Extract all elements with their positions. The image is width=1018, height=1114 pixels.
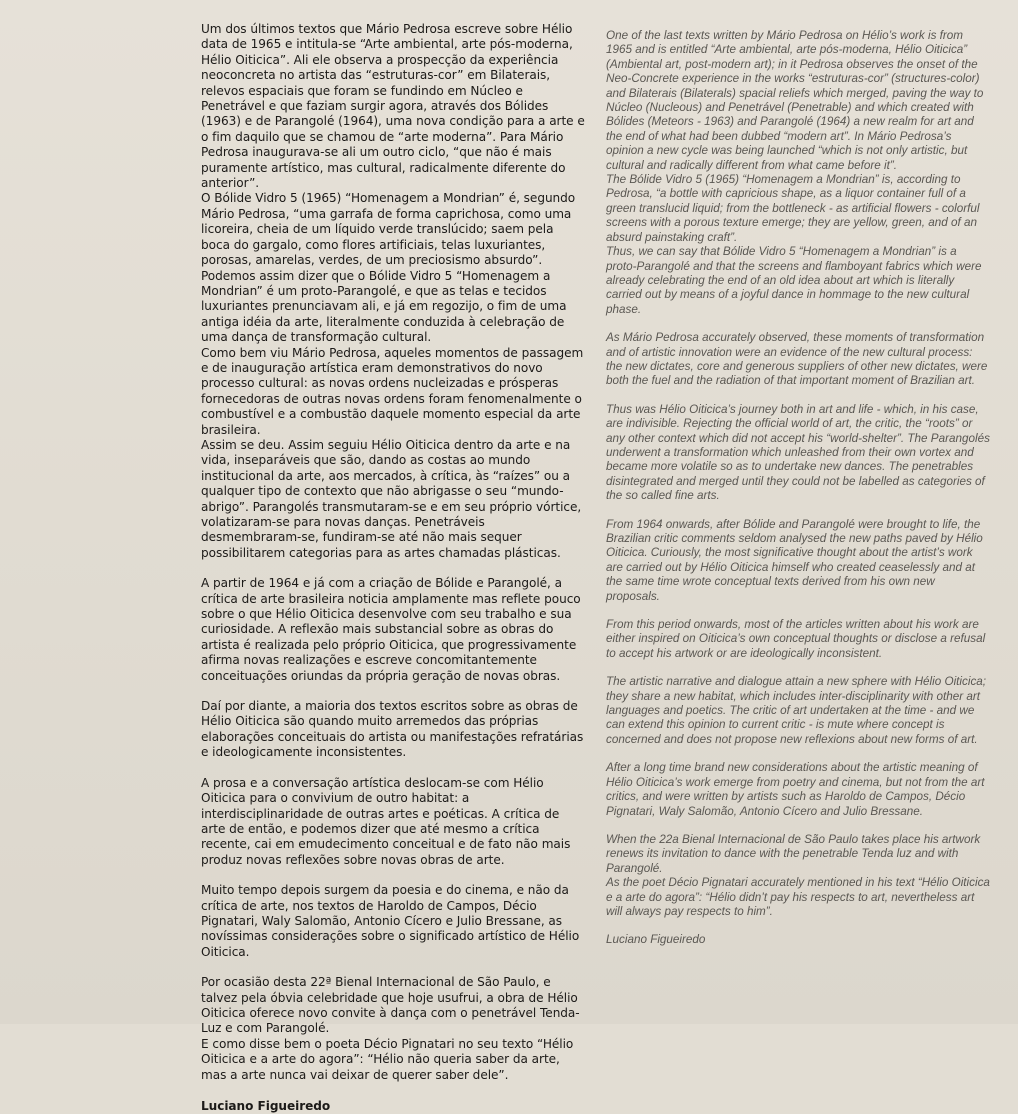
paragraph: Muito tempo depois surgem da poesia e do cinema, e não da crítica de arte, nos textos de Haroldo de Campos, Décio Pignatari, Waly Salomão, Antonio Cícero e Julio Bressane, as novíssimas considerações sobre o significado artístico de Hélio Oiticica. — [201, 883, 580, 959]
english-column — [606, 29, 990, 948]
paragraph: After a long time brand new considerations about the artistic meaning of Hélio Oiticica’s work emerge from poetry and cinema, but not from the art critics, and were written by artists such as Haroldo de Campos, Décio Pignatari, Waly Salomão, Antonio Cícero and Julio Bressane. — [606, 761, 985, 818]
paragraph: Daí por diante, a maioria dos textos escritos sobre as obras de Hélio Oiticica são quando muito arremedos das próprias elaborações conceituais do artista ou manifestações refratárias e ideologicamente inconsistentes. — [201, 699, 584, 760]
paragraph-gap — [201, 684, 586, 699]
paragraph: Como bem viu Mário Pedrosa, aqueles momentos de passagem e de inauguração artística eram demonstrativos do novo processo cultural: as novas ordens nucleizadas e prósperas fornecedoras de outras novas ordens foram fenomenalmente o combustível e a combustão daquele momento especial da arte brasileira. — [201, 345, 584, 437]
paragraph: Thus was Hélio Oiticica’s journey both in art and life - which, in his case, are indivisible. Rejecting the official world of art, the critic, the “roots” or any other context which did not accept his “world-shelter”. The Parangolés underwent a transformation which unleashed from their own vortex and became more volatile so as to undertake new dances. The penetrables disintegrated and merged until they could not be labelled as categories of the so called fine arts. — [606, 402, 990, 503]
paragraph: As the poet Décio Pignatari accurately mentioned in his text “Hélio Oiticica e a arte do agora”: “Hélio didn’t pay his respects to art, nevertheless art will always pay respects to him”. — [606, 876, 990, 918]
paragraph: A prosa e a conversação artística deslocam-se com Hélio Oiticica para o convivium de outro habitat: a interdisciplinaridade de outras artes e poéticas. A crítica de arte de então, e podemos dizer que até mesmo a crítica recente, cai em emudecimento conceitual e de fato não mais produz novas reflexões sobre novas obras de arte. — [201, 775, 571, 867]
paragraph-gap — [606, 661, 990, 675]
paragraph-gap — [606, 389, 990, 403]
paragraph: When the 22a Bienal Internacional de São Paulo takes place his artwork renews its invitation to dance with the penetrable Tenda luz and with Parangolé. — [606, 832, 981, 875]
paragraph: O Bólide Vidro 5 (1965) “Homenagem a Mondrian” é, segundo Mário Pedrosa, “uma garrafa de forma caprichosa, como uma licoreira, cheia de um líquido verde translúcido; saem pela boca do gargalo, como flores artificiais, telas luxuriantes, porosas, amarelas, verdes, de um preciosismo absurdo”. — [201, 191, 576, 268]
paragraph-gap — [606, 604, 990, 618]
paragraph: As Mário Pedrosa accurately observed, these moments of transformation and of artistic innovation were an evidence of the new cultural process: the new dictates, core and generous suppliers of other new dictates, were both the fuel and the radiation of that important moment of Brazilian art. — [606, 331, 988, 388]
author-signature: Luciano Figueiredo — [201, 1099, 331, 1113]
paragraph-gap — [606, 504, 990, 518]
paragraph-gap — [201, 761, 586, 776]
portuguese-column — [201, 22, 586, 1114]
paragraph: One of the last texts written by Mário Pedrosa on Hélio’s work is from 1965 and is entitled “Arte ambiental, arte pós-moderna, Hélio Oiticica” (Ambiental art, post-modern art); in it Pedrosa observes the onset of the Neo-Concrete experience in the works “estruturas-cor” (structures-color) and Bilaterais (Bilaterals) spacial reliefs which merged, paving the way to Núcleo (Nucleous) and Penetrável (Penetrable) and which created with Bólides (Meteors - 1963) and Parangolé (1964) a new realm for art and the end of what had been dubbed “modern art”. In Mário Pedrosa’s opinion a new cycle was being launched “which is not only artistic, but cultural and radically different from what came before it”. — [606, 29, 984, 172]
paragraph: Assim se deu. Assim seguiu Hélio Oiticica dentro da arte e na vida, inseparáveis que são, dando as costas ao mundo institucional da arte, aos mercados, à crítica, às “raízes” ou a qualquer tipo de contexto que não abrigasse o seu “mundo-abrigo”. Parangolés transmutaram-se e em seu próprio vórtice, volatizaram-se para novas danças. Penetráveis desmembraram-se, fundiram-se até não mais sequer possibilitarem categorias para as artes chamadas plásticas. — [201, 437, 582, 560]
paragraph-gap — [606, 747, 990, 761]
paragraph-gap — [201, 868, 586, 883]
paragraph: E como disse bem o poeta Décio Pignatari no seu texto “Hélio Oiticica e a arte do agora”: “Hélio não queria saber da arte, mas a arte nunca vai deixar de querer saber dele”. — [201, 1036, 574, 1082]
paragraph-gap — [606, 317, 990, 331]
paragraph: From this period onwards, most of the articles written about his work are either inspired on Oiticica’s own conceptual thoughts or disclose a refusal to accept his artwork or are ideologically inconsistent. — [606, 618, 986, 660]
paragraph: Um dos últimos textos que Mário Pedrosa escreve sobre Hélio data de 1965 e intitula-se “Arte ambiental, arte pós-moderna, Hélio Oiticica”. Ali ele observa a prospecção da experiência neoconcreta no artista das “estruturas-cor” em Bilaterais, relevos espaciais que foram se fundindo em Núcleo e Penetrável e que faziam surgir agora, através dos Bólides (1963) e de Parangolé (1964), uma nova condição para a arte e o fim daquilo que se chamou de “arte moderna”. Para Mário Pedrosa inaugurava-se ali um outro ciclo, “que não é mais puramente artístico, mas cultural, radicalmente diferente do anterior”. — [201, 22, 585, 191]
paragraph: Podemos assim dizer que o Bólide Vidro 5 “Homenagem a Mondrian” é um proto-Parangolé, e que as telas e tecidos luxuriantes prenunciavam ali, e já em regozijo, o fim de uma antiga idéia da arte, literalmente conduzida à celebração de uma dança de transformação cultural. — [201, 268, 567, 345]
paragraph: Thus, we can say that Bólide Vidro 5 “Homenagem a Mondrian” is a proto-Parangolé and that the screens and flamboyant fabrics which were already celebrating the end of an old idea about art which is literally carried out by means of a joyful dance in hommage to the new cultural phase. — [606, 245, 982, 316]
paragraph: From 1964 onwards, after Bólide and Parangolé were brought to life, the Brazilian critic comments seldom analysed the new paths paved by Hélio Oiticica. Curiously, the most significative thought about the artist’s work are carried out by Hélio Oiticica himself who created ceaselessly and at the same time wrote conceptual texts derived from his own new proposals. — [606, 517, 983, 603]
paragraph: Por ocasião desta 22ª Bienal Internacional de São Paulo, e talvez pela óbvia celebridade que hoje usufrui, a obra de Hélio Oiticica oferece novo convite à dança com o penetrável Tenda-Luz e com Parangolé. — [201, 975, 580, 1036]
paragraph-gap — [201, 960, 586, 975]
paragraph: A partir de 1964 e já com a criação de Bólide e Parangolé, a crítica de arte brasileira noticia amplamente mas reflete pouco sobre o que Hélio Oiticica desenvolve com seu trabalho e sua curiosidade. A reflexão mais substancial sobre as obras do artista é realizada pelo próprio Oiticica, que progressivamente afirma novas realizações e escreve concomitantemente conceituações oriundas da própria geração de novas obras. — [201, 576, 581, 683]
paragraph: The Bólide Vidro 5 (1965) “Homenagem a Mondrian” is, according to Pedrosa, “a bottle with capricious shape, as a liquor container full of a green translucid liquid; from the bottleneck - as artificial flowers - colorful screens with a porous texture emerge; they are yellow, green, and of an absurd painstaking craft”. — [606, 173, 980, 244]
paragraph: The artistic narrative and dialogue attain a new sphere with Hélio Oiticica; they share a new habitat, which includes inter-disciplinarity with other art languages and poetics. The critic of art undertaken at the time - and we can extend this opinion to current critic - is mute where concept is concerned and does not propose new reflexions about new forms of art. — [606, 675, 987, 746]
paragraph-gap — [201, 561, 586, 576]
paragraph-gap — [606, 819, 990, 833]
author-signature: Luciano Figueiredo — [606, 933, 706, 947]
